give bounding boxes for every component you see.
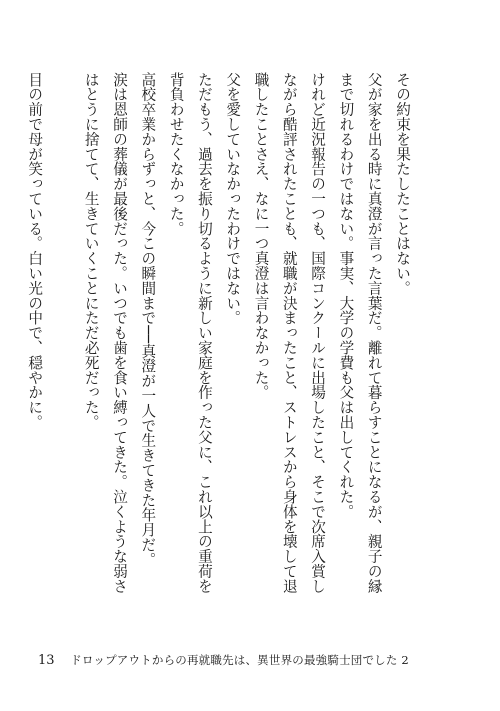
paragraph-3: けれど近況報告の一つも、国際コンクールに出場したこと、そこで次席入賞しながら酷評されたことも、就職が決まったこと、ストレスから身体を壊して退職したことさえ、なに一つ真澄は言わなかった。 <box>252 72 327 594</box>
paragraph-4: 父を愛していなかったわけではない。 <box>224 72 242 326</box>
paragraph-6: 高校卒業からずっと、今この瞬間まで──真澄が一人で生きてきた年月だ。 <box>139 72 157 567</box>
paragraph-5: ただもう、過去を振り切るように新しい家庭を作った父に、これ以上の重荷を背負わせたくなかった。 <box>167 72 213 594</box>
page-number: 13 <box>38 653 55 668</box>
paragraph-2: 父が家を出る時に真澄が言った言葉だ。離れて暮らすことになるが、親子の縁まで切れるわけではない。事実、大学の学費も父は出してくれた。 <box>337 72 383 594</box>
vertical-text-body <box>0 72 416 602</box>
paragraph-7: 涙は恩師の葬儀が最後だった。いつでも歯を食い縛ってきた。泣くような弱さはとうに捨てて、生きていくことにただ必死だった。 <box>82 72 129 594</box>
paragraph-1: その約束を果たしたことはない。 <box>394 72 411 296</box>
running-title: ドロップアウトからの再就職先は、異世界の最強騎士団でした 2 <box>70 653 409 667</box>
page-footer <box>38 652 409 668</box>
paragraph-8: 目の前で母が笑っている。白い光の中で、穏やかに。 <box>26 72 44 430</box>
